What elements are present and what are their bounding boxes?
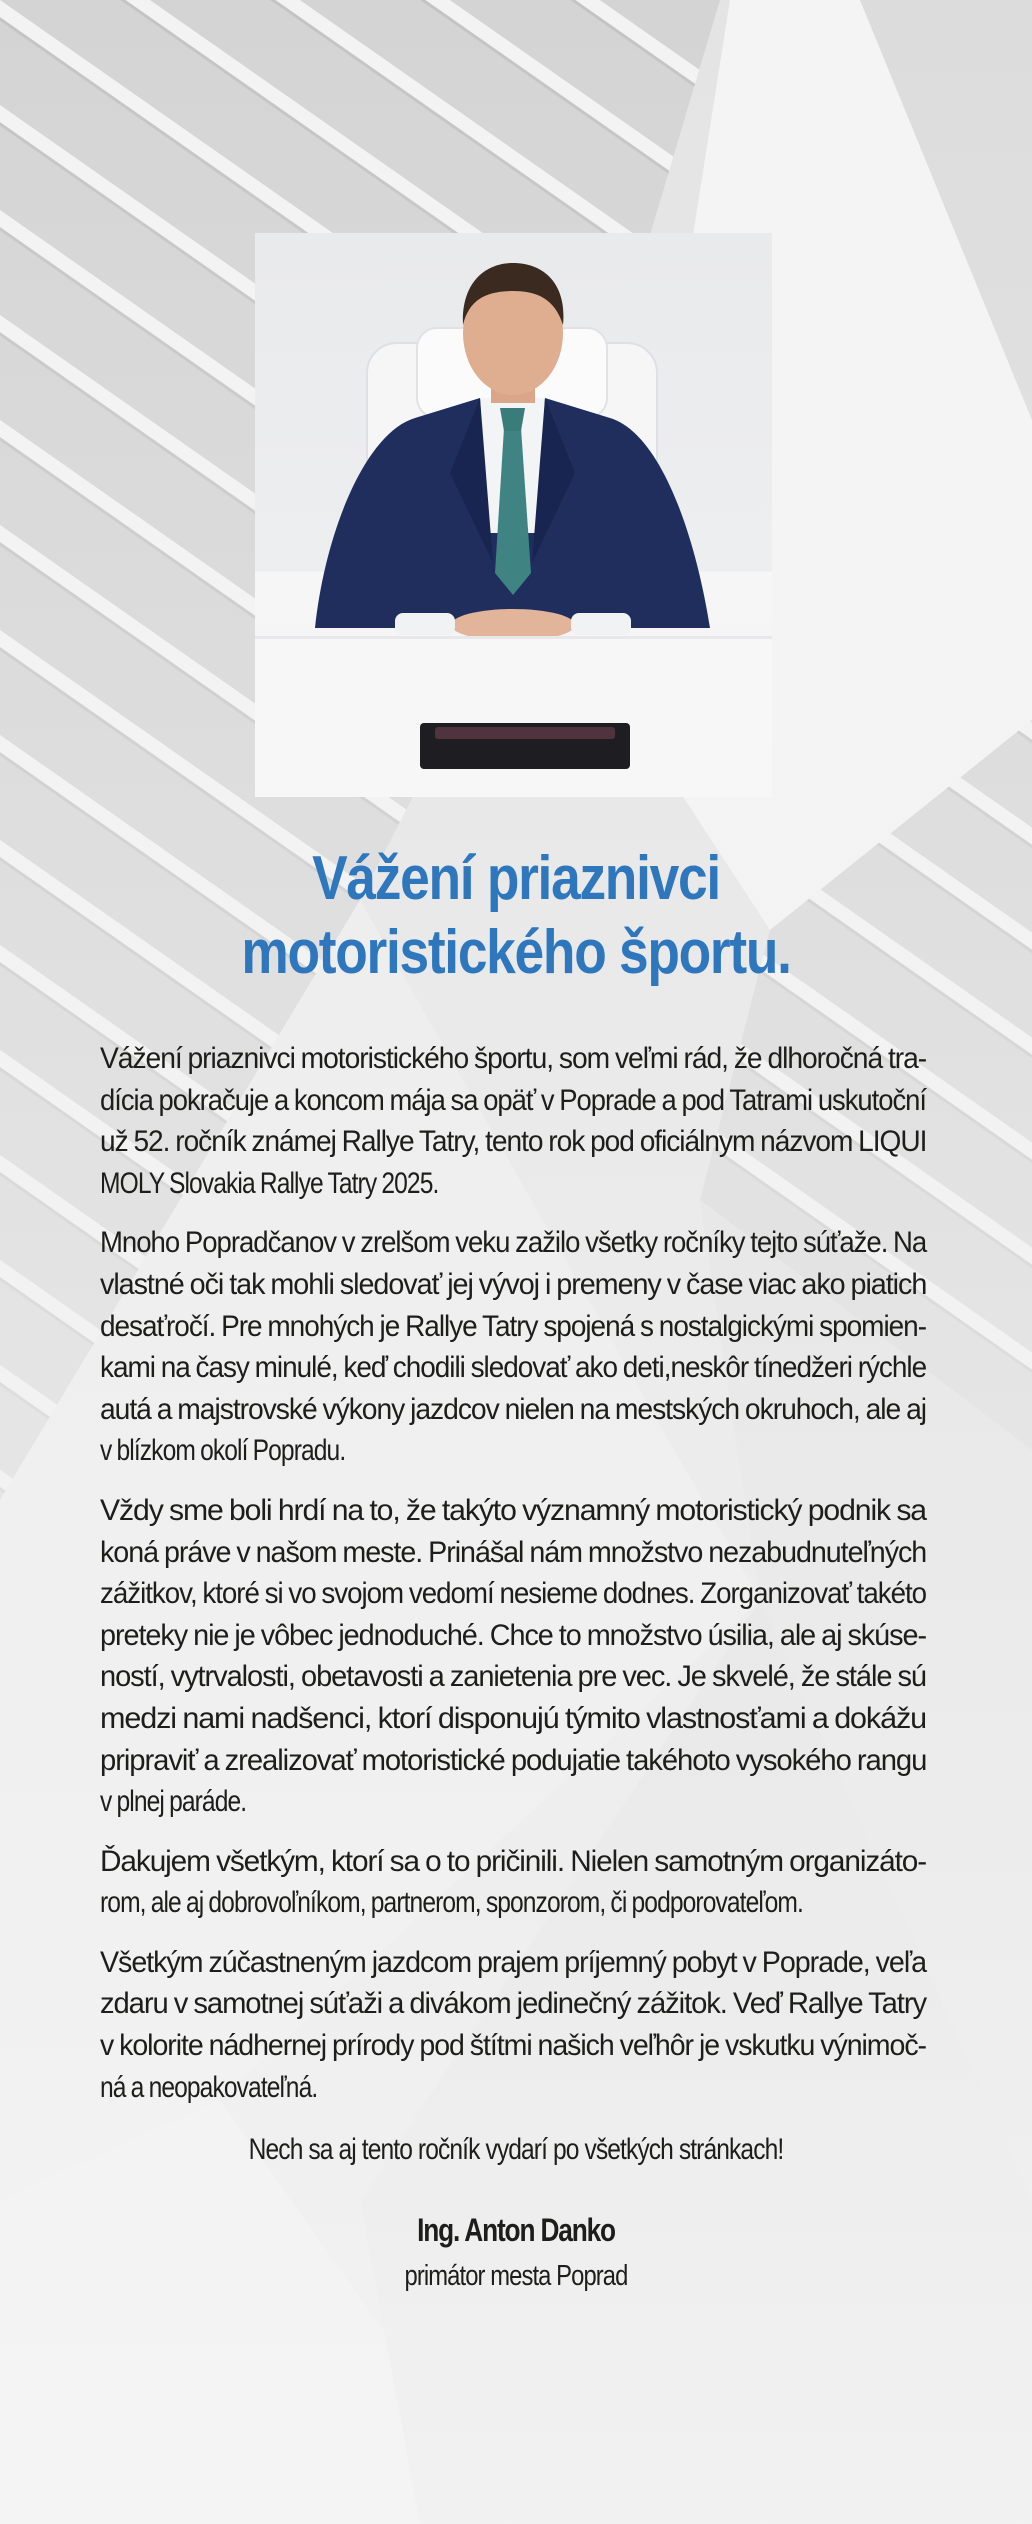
title-line: motoristického športu. (241, 918, 791, 987)
signature-name: Ing. Anton Danko (417, 2212, 615, 2248)
closing-line: Nech sa aj tento ročník vydarí po všetkých stránkach! (248, 2133, 784, 2166)
line-wrapper (100, 1882, 926, 1924)
line-wrapper (100, 1222, 926, 1264)
portrait-illustration (255, 233, 772, 797)
portrait-photo (255, 233, 772, 797)
line-wrapper (100, 1306, 926, 1348)
text-line: v kolorite nádhernej prírody pod štítmi našich veľhôr je vskutku výnimoč- (100, 2029, 926, 2063)
line-wrapper (100, 1781, 926, 1823)
text-line: koná práve v našom meste. Prinášal nám množstvo nezabudnuteľných (100, 1535, 927, 1569)
line-wrapper (100, 2067, 926, 2109)
paragraph-5 (100, 1942, 926, 2108)
line-wrapper (100, 1942, 926, 1984)
text-line: už 52. ročník známej Rallye Tatry, tento rok pod oficiálnym názvom LIQUI (100, 1125, 927, 1159)
line-wrapper (100, 1698, 926, 1740)
text-line: autá a majstrovské výkony jazdcov nielen na mestských okruhoch, ale aj (100, 1392, 926, 1426)
text-line: Všetkým zúčastneným jazdcom prajem príjemný pobyt v Poprade, veľa (100, 1945, 926, 1979)
line-wrapper (100, 1573, 926, 1615)
line-wrapper (100, 1656, 926, 1698)
title-line: Vážení priaznivci (312, 844, 720, 913)
line-wrapper (100, 1038, 926, 1080)
line-wrapper (100, 1163, 926, 1205)
text-line: zážitkov, ktoré si vo svojom vedomí nesieme dodnes. Zorganizovať takéto (100, 1577, 927, 1611)
text-line: vlastné oči tak mohli sledovať jej vývoj i premeny v čase viac ako piatich (100, 1267, 927, 1301)
paragraph-3 (100, 1490, 926, 1823)
text-line: kami na časy minulé, keď chodili sledovať ako deti,neskôr tínedžeri rýchle (100, 1351, 927, 1385)
page-title (72, 842, 960, 990)
line-wrapper (100, 1983, 926, 2025)
line-wrapper (100, 1615, 926, 1657)
line-wrapper (100, 1121, 926, 1163)
line-wrapper (100, 1389, 926, 1431)
line-wrapper (100, 1347, 926, 1389)
line-wrapper (100, 1841, 926, 1883)
text-line: MOLY Slovakia Rallye Tatry 2025. (100, 1166, 439, 1200)
letter-body (100, 1038, 926, 2126)
text-line: v blízkom okolí Popradu. (100, 1434, 346, 1468)
signature-role: primátor mesta Poprad (404, 2260, 628, 2292)
text-line: ností, vytrvalosti, obetavosti a zanietenia pre vec. Je skvelé, že stále sú (100, 1660, 926, 1694)
text-line: ná a neopakovateľná. (100, 2070, 318, 2104)
line-wrapper (100, 1740, 926, 1782)
text-line: zdaru v samotnej súťaži a divákom jedinečný zážitok. Veď Rallye Tatry (100, 1987, 926, 2021)
line-wrapper (100, 1264, 926, 1306)
line-wrapper (100, 1430, 926, 1472)
text-line: Vždy sme boli hrdí na to, že takýto významný motoristický podnik sa (100, 1493, 926, 1527)
line-wrapper (100, 1490, 926, 1532)
text-line: Ďakujem všetkým, ktorí sa o to pričinili. Nielen samotným organizáto- (100, 1844, 927, 1878)
text-line: preteky nie je vôbec jednoduché. Chce to množstvo úsilia, ale aj skúse- (100, 1618, 926, 1652)
paragraph-4 (100, 1841, 926, 1924)
paragraph-2 (100, 1222, 926, 1472)
text-line: Mnoho Popradčanov v zrelšom veku zažilo všetky ročníky tejto súťaže. Na (100, 1226, 927, 1260)
line-wrapper (100, 1080, 926, 1122)
text-line: rom, ale aj dobrovoľníkom, partnerom, sponzorom, či podporovateľom. (100, 1886, 803, 1920)
text-line: v plnej paráde. (100, 1785, 247, 1819)
line-wrapper (100, 2025, 926, 2067)
text-line: dícia pokračuje a koncom mája sa opäť v Poprade a pod Tatrami uskutoční (100, 1083, 926, 1117)
text-line: pripraviť a zrealizovať motoristické podujatie takéhoto vysokého rangu (100, 1743, 927, 1777)
line-wrapper (100, 1532, 926, 1574)
paragraph-1 (100, 1038, 926, 1204)
text-line: desaťročí. Pre mnohých je Rallye Tatry spojená s nostalgickými spomien- (100, 1309, 926, 1343)
text-line: medzi nami nadšenci, ktorí disponujú týmito vlastnosťami a dokážu (100, 1701, 926, 1735)
text-line: Vážení priaznivci motoristického športu, som veľmi rád, že dlhoročná tra- (100, 1042, 927, 1075)
